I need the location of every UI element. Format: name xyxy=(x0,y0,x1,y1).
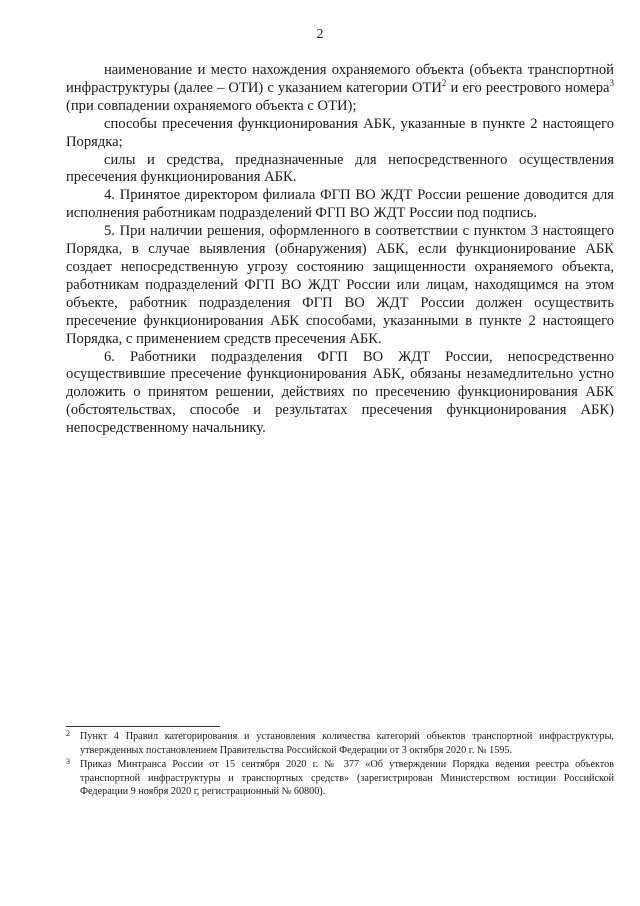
footnote-mark: 2 xyxy=(66,729,70,738)
document-body xyxy=(66,62,614,438)
footnote-text: Приказ Минтранса России от 15 сентября 2020 г. № 377 «Об утверждении Порядка ведения реестра объектов транспортной инфраструктуры и транспортных средств» (зарегистрирован Министерством юстиции Российской Федерации 9 ноября 2020 г, регистрационный № 60800). xyxy=(80,759,614,798)
paragraph-object-name xyxy=(66,62,614,116)
paragraph-forces: силы и средства, предназначенные для непосредственного осуществления пресечения функционирования АБК. xyxy=(66,151,614,186)
footnote-3 xyxy=(66,758,614,799)
footnote-text: Пункт 4 Правил категорирования и установления количества категорий объектов транспортной инфраструктуры, утвержденных постановлением Правительства Российской Федерации от 3 октября 2020 г. № 1595. xyxy=(80,731,614,756)
paragraph-object-name-text: наименование и место нахождения охраняемого объекта (объекта транспортной инфраструктуры (далее – ОТИ) с указанием категории ОТИ xyxy=(66,62,614,96)
footnote-separator xyxy=(66,726,220,727)
page-number: 2 xyxy=(316,27,324,42)
paragraph-object-name-mid: и его реестрового номера xyxy=(446,79,610,96)
paragraph-item-4: 4. Принятое директором филиала ФГП ВО ЖДТ России решение доводится для исполнения работникам подразделений ФГП ВО ЖДТ России под подпись. xyxy=(66,187,614,222)
footnote-ref-2[interactable]: 2 xyxy=(441,78,447,89)
footnotes xyxy=(66,730,614,800)
paragraph-methods: способы пресечения функционирования АБК, указанные в пункте 2 настоящего Порядка; xyxy=(66,115,614,150)
paragraph-item-6: 6. Работники подразделения ФГП ВО ЖДТ России, непосредственно осуществившие пресечение функционирования АБК, обязаны незамедлительно устно доложить о принятом решении, действиях по пресечению функционирования АБК (обстоятельствах, способе и результатах пресечения функционирования АБК) непосредственному начальнику. xyxy=(66,348,614,437)
footnote-ref-3[interactable]: 3 xyxy=(609,78,614,89)
footnote-mark: 3 xyxy=(66,757,70,767)
footnote-2 xyxy=(66,730,614,757)
paragraph-item-5: 5. При наличии решения, оформленного в соответствии с пунктом 3 настоящего Порядка, в случае выявления (обнаружения) АБК, если функционирование АБК создает непосредственную угрозу состоянию защищенности охраняемого объекта, работникам подразделений ФГП ВО ЖДТ России или лицам, находящимся на этом объекте, работник подразделения ФГП ВО ЖДТ России должен осуществить пресечение функционирования АБК способами, указанными в пункте 2 настоящего Порядка, с применением средств пресечения АБК. xyxy=(66,223,614,347)
paragraph-object-name-end: (при совпадении охраняемого объекта с ОТИ); xyxy=(66,97,357,114)
